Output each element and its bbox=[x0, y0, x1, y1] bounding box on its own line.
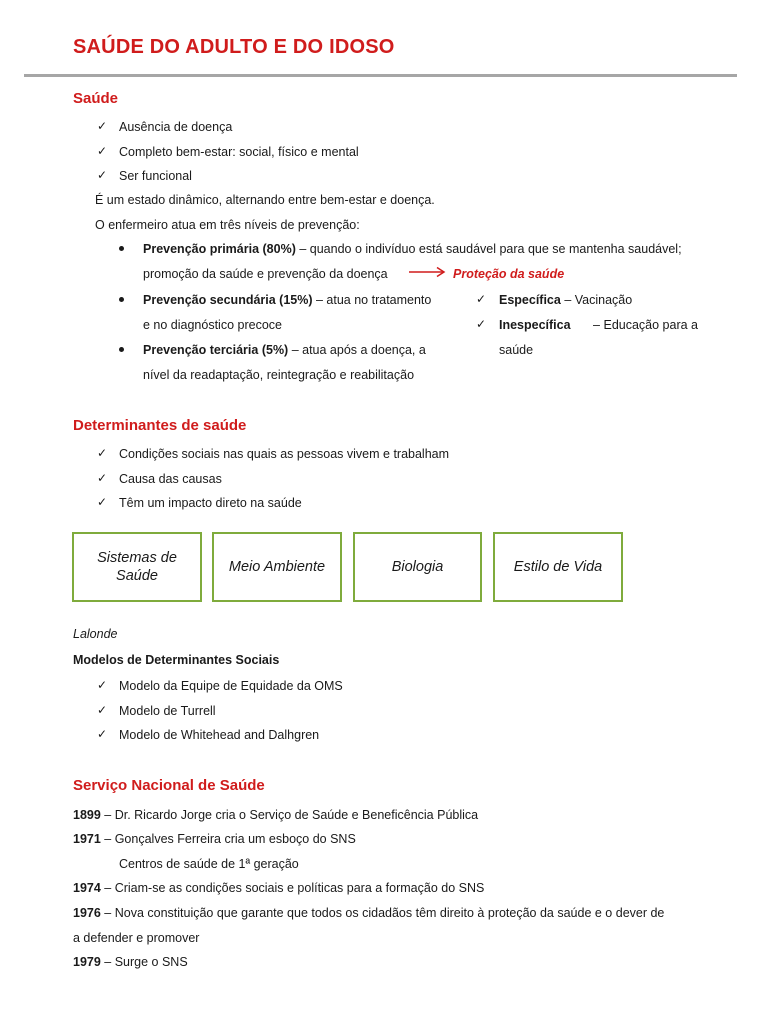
prevention-tertiary-label: Prevenção terciária (5%) bbox=[143, 343, 289, 357]
timeline-1899 bbox=[73, 807, 478, 823]
prevention-secondary-text: – atua no tratamento bbox=[312, 293, 432, 307]
prevention-tertiary-line2: nível da readaptação, reintegração e reabilitação bbox=[143, 368, 415, 382]
inespecifica-line bbox=[499, 317, 698, 333]
timeline-1979 bbox=[73, 954, 188, 970]
timeline-text: – Surge o SNS bbox=[100, 955, 188, 969]
prevention-secondary-line bbox=[143, 292, 431, 308]
list-item: Ausência de doença bbox=[119, 120, 233, 134]
timeline-1976-cont: a defender e promover bbox=[73, 931, 200, 945]
prevention-tertiary-text: – atua após a doença, a bbox=[288, 343, 426, 357]
bullet-icon bbox=[119, 297, 124, 302]
check-icon: ✓ bbox=[97, 144, 108, 158]
year-label: 1974 bbox=[73, 881, 101, 895]
determinant-box-estilo-vida: Estilo de Vida bbox=[493, 532, 623, 602]
timeline-text: – Gonçalves Ferreira cria um esboço do SNS bbox=[100, 832, 356, 846]
inespecifica-line2: saúde bbox=[499, 343, 534, 357]
prevention-secondary-line2: e no diagnóstico precoce bbox=[143, 318, 282, 332]
paragraph-text: O enfermeiro atua em três níveis de prevenção: bbox=[95, 218, 360, 232]
timeline-1971 bbox=[73, 831, 356, 847]
timeline-text: – Dr. Ricardo Jorge cria o Serviço de Saúde e Beneficência Pública bbox=[100, 808, 479, 822]
list-item: Condições sociais nas quais as pessoas vivem e trabalham bbox=[119, 447, 450, 461]
paragraph-text: É um estado dinâmico, alternando entre bem-estar e doença. bbox=[95, 193, 435, 207]
timeline-1974 bbox=[73, 880, 484, 896]
determinant-box-sistemas: Sistemas de Saúde bbox=[72, 532, 202, 602]
check-icon: ✓ bbox=[97, 168, 108, 182]
list-item: Têm um impacto direto na saúde bbox=[119, 496, 302, 510]
year-label: 1976 bbox=[73, 906, 101, 920]
year-label: 1979 bbox=[73, 955, 101, 969]
year-label: 1899 bbox=[73, 808, 101, 822]
prevention-tertiary-line bbox=[143, 342, 426, 358]
protecao-saude-label: Proteção da saúde bbox=[453, 267, 565, 281]
check-icon: ✓ bbox=[97, 727, 108, 741]
bullet-icon bbox=[119, 246, 124, 251]
determinant-box-meio-ambiente: Meio Ambiente bbox=[212, 532, 342, 602]
bullet-icon bbox=[119, 347, 124, 352]
inespecifica-text: – Educação para a bbox=[589, 318, 698, 332]
prevention-secondary-label: Prevenção secundária (15%) bbox=[143, 293, 313, 307]
year-label: 1971 bbox=[73, 832, 101, 846]
timeline-text: – Nova constituição que garante que todos os cidadãos têm direito à proteção da saúde e o dever de bbox=[100, 906, 665, 920]
check-icon: ✓ bbox=[97, 495, 108, 509]
list-item: Modelo de Turrell bbox=[119, 704, 216, 718]
timeline-1971-sub: Centros de saúde de 1ª geração bbox=[119, 857, 299, 871]
prevention-primary-line bbox=[143, 241, 682, 257]
prevention-primary-label: Prevenção primária (80%) bbox=[143, 242, 296, 256]
list-item: Ser funcional bbox=[119, 169, 192, 183]
section-heading-saude: Saúde bbox=[73, 90, 119, 107]
check-icon: ✓ bbox=[97, 471, 108, 485]
lalonde-caption: Lalonde bbox=[73, 627, 118, 641]
list-item: Modelo da Equipe de Equidade da OMS bbox=[119, 679, 343, 693]
title-divider bbox=[24, 74, 737, 77]
section-heading-determinantes: Determinantes de saúde bbox=[73, 417, 247, 434]
determinant-box-biologia: Biologia bbox=[353, 532, 482, 602]
modelos-heading: Modelos de Determinantes Sociais bbox=[73, 653, 280, 667]
document-title: SAÚDE DO ADULTO E DO IDOSO bbox=[73, 36, 395, 58]
check-icon: ✓ bbox=[97, 703, 108, 717]
timeline-text: – Criam-se as condições sociais e políticas para a formação do SNS bbox=[100, 881, 485, 895]
especifica-line bbox=[499, 292, 632, 308]
list-item: Completo bem-estar: social, físico e mental bbox=[119, 145, 359, 159]
list-item: Modelo de Whitehead and Dalhgren bbox=[119, 728, 320, 742]
prevention-primary-text: – quando o indivíduo está saudável para que se mantenha saudável; bbox=[295, 242, 682, 256]
right-arrow-icon bbox=[409, 266, 449, 278]
especifica-text: – Vacinação bbox=[560, 293, 633, 307]
check-icon: ✓ bbox=[97, 119, 108, 133]
check-icon: ✓ bbox=[97, 678, 108, 692]
prevention-primary-line2: promoção da saúde e prevenção da doença bbox=[143, 267, 388, 281]
especifica-label: Específica bbox=[499, 293, 561, 307]
check-icon: ✓ bbox=[476, 292, 487, 306]
check-icon: ✓ bbox=[476, 317, 487, 331]
check-icon: ✓ bbox=[97, 446, 108, 460]
section-heading-sns: Serviço Nacional de Saúde bbox=[73, 777, 265, 794]
list-item: Causa das causas bbox=[119, 472, 222, 486]
inespecifica-label: Inespecífica bbox=[499, 318, 571, 332]
timeline-1976 bbox=[73, 905, 664, 921]
